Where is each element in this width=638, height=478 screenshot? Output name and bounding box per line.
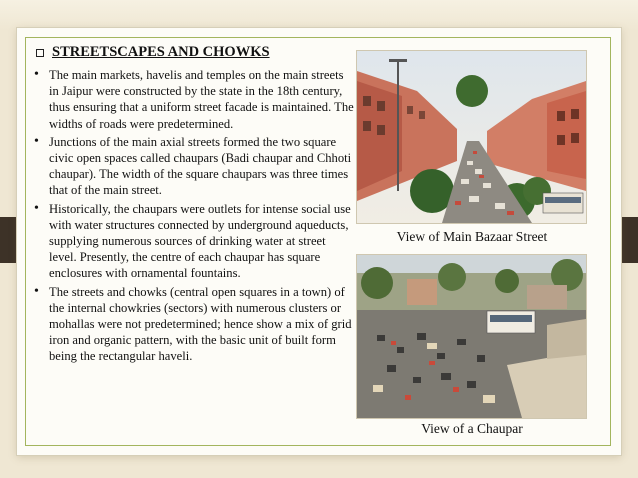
bullet-item	[34, 67, 356, 132]
bullet-dot-icon: •	[34, 133, 39, 149]
bullet-item	[34, 134, 356, 199]
slide-heading	[36, 44, 270, 61]
heading-text: STREETSCAPES AND CHOWKS	[52, 44, 270, 60]
bullet-text: Junctions of the main axial streets formed the two square civic open spaces called chaupars (Badi chaupar and Chhoti chaupar). The width of the square chaupars was three times that of the main street.	[49, 134, 352, 198]
background-band	[0, 0, 638, 30]
main-bazaar-street-photo	[356, 50, 587, 224]
bullet-dot-icon: •	[34, 283, 39, 299]
square-bullet-icon	[36, 49, 44, 57]
bullet-item	[34, 284, 356, 365]
bullet-list	[34, 67, 356, 367]
bullet-text: The streets and chowks (central open squares in a town) of the internal chowkries (sectors) with numerous clusters or mohallas were not predetermined; hence show a mix of grid iron and organic pattern, with the basic unit of built form being the rectangular haveli.	[49, 284, 352, 364]
chaupar-photo	[356, 254, 587, 419]
bullet-item	[34, 201, 356, 282]
bullet-dot-icon: •	[34, 67, 39, 82]
bullet-text: Historically, the chaupars were outlets for intense social use with water structures connected by underground aqueducts, supplying numerous sources of drinking water at street level. Presently, the centre of each chaupar has square enclosures with ornamental fountains.	[49, 201, 351, 281]
chaupar-caption: View of a Chaupar	[421, 421, 523, 436]
main-bazaar-street-caption: View of Main Bazaar Street	[396, 229, 548, 244]
bullet-text: The main markets, havelis and temples on the main streets in Jaipur were constructed by the state in the 18th century, thus ensuring that a uniform street facade is maintained. The widths of roads were predetermined.	[49, 68, 354, 131]
bullet-dot-icon: •	[34, 200, 39, 216]
right-side-tab	[618, 217, 638, 263]
